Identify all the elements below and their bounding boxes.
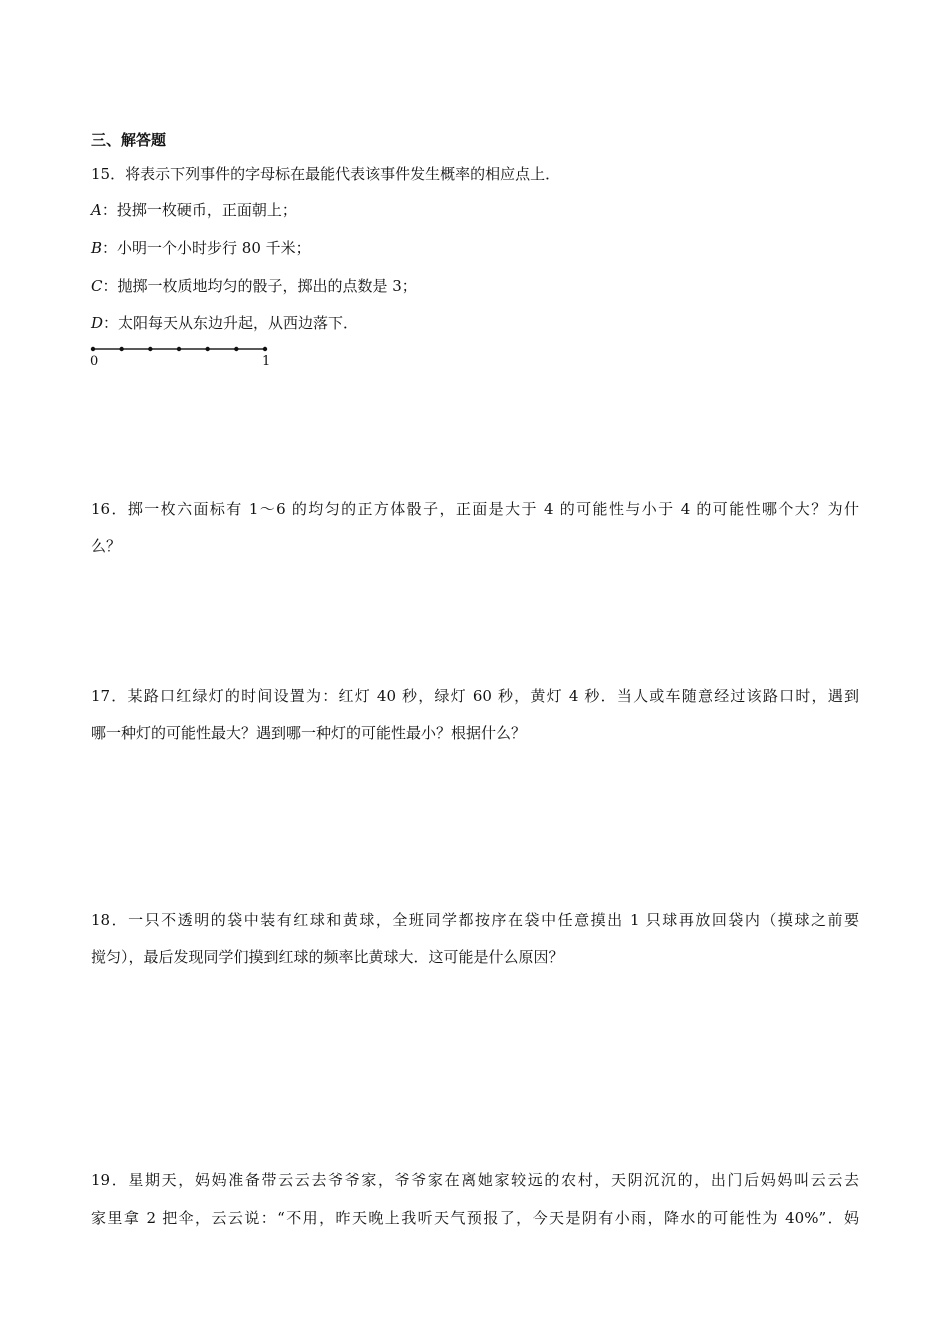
question-15-stem: 15．将表示下列事件的字母标在最能代表该事件发生概率的相应点上． <box>91 165 561 183</box>
number-line-point <box>234 347 238 351</box>
number-line-point <box>177 347 181 351</box>
number-line <box>86 342 276 372</box>
event-b <box>91 238 311 258</box>
question-17-line-1: 17．某路口红绿灯的时间设置为：红灯 40 秒，绿灯 60 秒，黄灯 4 秒．当人或车随意经过该路口时，遇到 <box>91 687 859 705</box>
question-19-line-2: 家里拿 2 把伞，云云说：“不用，昨天晚上我听天气预报了，今天是阴有小雨，降水的可能性为 40%”．妈 <box>91 1209 859 1227</box>
event-text: ：投掷一枚硬币，正面朝上； <box>101 201 297 219</box>
event-a <box>91 200 297 220</box>
question-18-line-2: 搅匀），最后发现同学们摸到红球的频率比黄球大．这可能是什么原因？ <box>91 948 564 966</box>
event-letter: B <box>91 239 103 257</box>
question-17-line-2: 哪一种灯的可能性最大？遇到哪一种灯的可能性最小？根据什么？ <box>91 724 527 742</box>
event-text: ：太阳每天从东边升起，从西边落下． <box>103 314 359 332</box>
event-c <box>91 276 417 296</box>
question-18-line-1: 18．一只不透明的袋中装有红球和黄球，全班同学都按序在袋中任意摸出 1 只球再放回袋内（摸球之前要 <box>91 911 859 929</box>
number-line-point <box>205 347 209 351</box>
section-title: 三、解答题 <box>91 131 167 149</box>
event-d <box>91 313 358 333</box>
event-letter: D <box>91 314 104 332</box>
number-line-start-label: 0 <box>90 354 99 369</box>
number-line-graphic <box>86 342 276 356</box>
question-19-line-1: 19．星期天，妈妈准备带云云去爷爷家，爷爷家在离她家较远的农村，天阴沉沉的，出门后妈妈叫云云去 <box>91 1171 859 1189</box>
event-text: ：小明一个小时步行 80 千米； <box>102 239 311 257</box>
question-16-line-2: 么？ <box>91 537 122 555</box>
event-text: ：抛掷一枚质地均匀的骰子，掷出的点数是 3； <box>102 277 417 295</box>
number-line-point <box>148 347 152 351</box>
number-line-point <box>263 347 267 351</box>
number-line-point <box>119 347 123 351</box>
number-line-end-label: 1 <box>262 354 271 369</box>
question-16-line-1: 16．掷一枚六面标有 1～6 的均匀的正方体骰子，正面是大于 4 的可能性与小于 4 的可能性哪个大？为什 <box>91 500 859 518</box>
event-letter: A <box>91 201 102 219</box>
number-line-point <box>91 347 95 351</box>
event-letter: C <box>91 277 103 295</box>
